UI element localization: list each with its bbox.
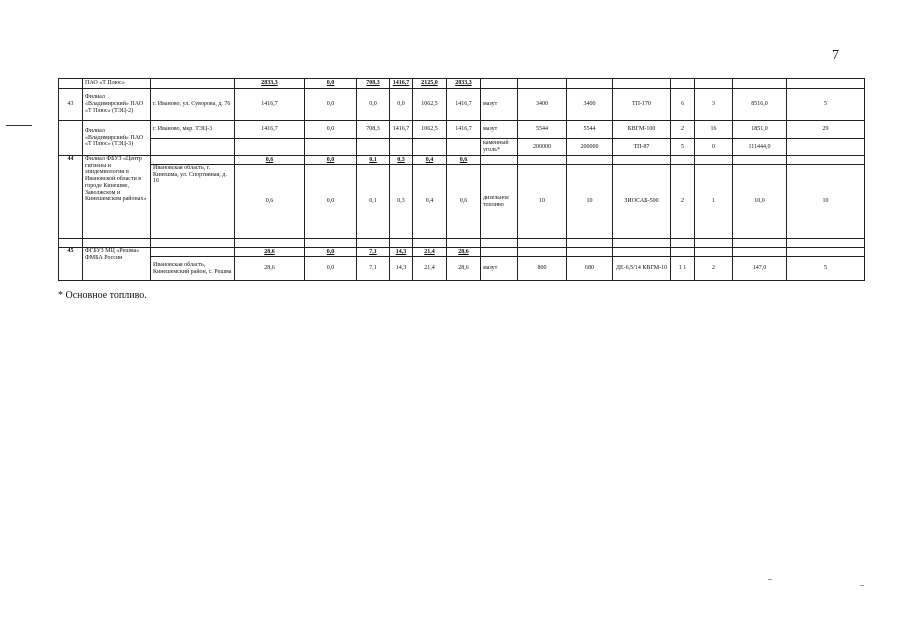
value-cell: 1416,7 xyxy=(390,121,413,139)
empty-cell xyxy=(613,248,671,257)
empty-cell xyxy=(481,239,518,248)
value-cell: 800 xyxy=(518,257,567,281)
address-cell: г. Иваново, мкр. ТЭЦ-3 xyxy=(151,121,235,139)
value-cell: 708,3 xyxy=(357,121,390,139)
scan-speck xyxy=(860,585,864,586)
footnote: * Основное топливо. xyxy=(58,290,147,301)
value-cell: 200000 xyxy=(567,139,613,156)
fuel-type: мазут xyxy=(481,121,518,139)
empty-cell xyxy=(518,79,567,89)
fuel-type: мазут xyxy=(481,89,518,121)
empty-cell xyxy=(567,248,613,257)
value-cell: 2 xyxy=(671,165,695,239)
value-cell: 0,0 xyxy=(305,248,357,257)
value-cell: 3400 xyxy=(518,89,567,121)
value-cell: 6 xyxy=(671,89,695,121)
table-row xyxy=(59,121,865,139)
value-cell: 28,6 xyxy=(447,257,481,281)
value-cell: 2833,3 xyxy=(235,79,305,89)
empty-cell xyxy=(481,248,518,257)
value-cell: 1851,0 xyxy=(733,121,787,139)
empty-cell xyxy=(390,239,413,248)
empty-cell xyxy=(518,156,567,165)
value-cell: 680 xyxy=(567,257,613,281)
value-cell: 0,0 xyxy=(357,89,390,121)
value-cell: 29 xyxy=(787,121,865,139)
empty-cell xyxy=(235,239,305,248)
value-cell: 2 xyxy=(695,257,733,281)
value-cell: 2833,3 xyxy=(447,79,481,89)
empty-cell xyxy=(613,156,671,165)
value-cell: 5 xyxy=(787,257,865,281)
row-number xyxy=(59,121,83,156)
empty-cell xyxy=(83,239,151,248)
value-cell: 14,3 xyxy=(390,257,413,281)
org-name: Филиал «Владимирский» ПАО «Т Плюс» (ТЭЦ-2) xyxy=(83,89,151,121)
table-row xyxy=(59,79,865,89)
empty-cell xyxy=(481,156,518,165)
table-row xyxy=(59,89,865,121)
row-number: 44 xyxy=(59,156,83,239)
value-cell: 0,6 xyxy=(235,156,305,165)
empty-cell xyxy=(305,139,357,156)
row-number: 43 xyxy=(59,89,83,121)
empty-cell xyxy=(695,248,733,257)
value-cell: 111444,0 xyxy=(733,139,787,156)
value-cell: 0,0 xyxy=(305,79,357,89)
value-cell: 0,0 xyxy=(305,156,357,165)
empty-cell xyxy=(447,139,481,156)
value-cell: 147,0 xyxy=(733,257,787,281)
empty-cell xyxy=(447,239,481,248)
value-cell: 0,0 xyxy=(305,165,357,239)
table-row xyxy=(59,248,865,257)
value-cell: 0,0 xyxy=(390,89,413,121)
empty-cell xyxy=(733,156,787,165)
empty-cell xyxy=(733,79,787,89)
address-cell xyxy=(151,79,235,89)
empty-cell xyxy=(518,248,567,257)
value-cell: 1062,5 xyxy=(413,89,447,121)
value-cell: 21,4 xyxy=(413,248,447,257)
empty-cell xyxy=(390,139,413,156)
value-cell: 0,4 xyxy=(413,156,447,165)
empty-cell xyxy=(787,79,865,89)
value-cell: 1416,7 xyxy=(447,121,481,139)
value-cell: 21,4 xyxy=(413,257,447,281)
empty-cell xyxy=(357,239,390,248)
empty-cell xyxy=(695,79,733,89)
org-name: ФГБУЗ МЦ «Решма» ФМБА России xyxy=(83,248,151,281)
page-number: 7 xyxy=(832,48,839,63)
value-cell: 3400 xyxy=(567,89,613,121)
row-number: 45 xyxy=(59,248,83,281)
value-cell: 1416,7 xyxy=(390,79,413,89)
value-cell: 0,3 xyxy=(390,156,413,165)
empty-cell xyxy=(357,139,390,156)
empty-cell xyxy=(671,156,695,165)
fuel-type: дизельное топливо xyxy=(481,165,518,239)
value-cell: 5544 xyxy=(567,121,613,139)
value-cell: 10 xyxy=(787,165,865,239)
empty-cell xyxy=(518,239,567,248)
table-row xyxy=(59,257,865,281)
empty-cell xyxy=(671,79,695,89)
value-cell: 1 xyxy=(695,165,733,239)
value-cell: 0,6 xyxy=(235,165,305,239)
table-row xyxy=(59,239,865,248)
table-row xyxy=(59,139,865,156)
empty-cell xyxy=(567,79,613,89)
table-row xyxy=(59,165,865,239)
value-cell: 14,3 xyxy=(390,248,413,257)
empty-cell xyxy=(671,239,695,248)
value-cell: 0,1 xyxy=(357,165,390,239)
value-cell: 1416,7 xyxy=(235,121,305,139)
boiler-type: ТП-87 xyxy=(613,139,671,156)
value-cell: 16 xyxy=(695,121,733,139)
empty-cell xyxy=(235,139,305,156)
value-cell: 0,3 xyxy=(390,165,413,239)
value-cell: 3 xyxy=(695,89,733,121)
empty-cell xyxy=(481,79,518,89)
value-cell: 0,6 xyxy=(447,156,481,165)
value-cell: 708,3 xyxy=(357,79,390,89)
value-cell: 1416,7 xyxy=(447,89,481,121)
value-cell: 0,0 xyxy=(305,257,357,281)
empty-cell xyxy=(151,239,235,248)
value-cell: 7,1 xyxy=(357,248,390,257)
value-cell: 28,6 xyxy=(235,248,305,257)
value-cell: 10 xyxy=(567,165,613,239)
fuel-type: мазут xyxy=(481,257,518,281)
empty-cell xyxy=(413,239,447,248)
value-cell: 0,4 xyxy=(413,165,447,239)
scan-speck xyxy=(768,579,772,580)
empty-cell xyxy=(613,79,671,89)
empty-cell xyxy=(787,139,865,156)
empty-cell xyxy=(695,156,733,165)
empty-cell xyxy=(413,139,447,156)
value-cell: 1416,7 xyxy=(235,89,305,121)
empty-cell xyxy=(671,248,695,257)
value-cell: 200000 xyxy=(518,139,567,156)
empty-cell xyxy=(567,239,613,248)
value-cell: 1 1 xyxy=(671,257,695,281)
value-cell: 0 xyxy=(695,139,733,156)
org-name: Филиал ФБУЗ «Центр гигиены и эпидемиологии в Ивановской области в городе Кинешме, Заволжском и Кинешемском районах» xyxy=(83,156,151,239)
address-cell: г. Иваново, ул. Суворова, д. 76 xyxy=(151,89,235,121)
value-cell: 0,6 xyxy=(447,165,481,239)
table-row xyxy=(59,156,865,165)
value-cell: 1062,5 xyxy=(413,121,447,139)
empty-cell xyxy=(733,239,787,248)
boiler-type: ДЕ-6,5/14 КВГМ-10 xyxy=(613,257,671,281)
org-name: Филиал «Владимирский» ПАО «Т Плюс» (ТЭЦ-3) xyxy=(83,121,151,156)
empty-cell xyxy=(613,239,671,248)
value-cell: 10 xyxy=(518,165,567,239)
value-cell: 2 xyxy=(671,121,695,139)
org-name: ПАО «Т Плюс» xyxy=(83,79,151,89)
boiler-type: ЗИОСАБ-500 xyxy=(613,165,671,239)
value-cell: 0,1 xyxy=(357,156,390,165)
fuel-type: каменный уголь* xyxy=(481,139,518,156)
address-cell xyxy=(151,139,235,156)
address-cell: Ивановская область, Кинешемский район, с. Решма xyxy=(151,257,235,281)
boiler-type: ТП-170 xyxy=(613,89,671,121)
value-cell: 5544 xyxy=(518,121,567,139)
empty-cell xyxy=(787,239,865,248)
value-cell: 28,6 xyxy=(235,257,305,281)
value-cell: 0,0 xyxy=(305,89,357,121)
empty-cell xyxy=(59,239,83,248)
margin-mark xyxy=(6,125,32,126)
row-number xyxy=(59,79,83,89)
value-cell: 10,0 xyxy=(733,165,787,239)
empty-cell xyxy=(733,248,787,257)
fuel-reserve-table-wrapper xyxy=(58,78,865,281)
address-cell: Ивановская область, г. Кинешма, ул. Спортивная, д. 16 xyxy=(151,165,235,239)
empty-cell xyxy=(567,156,613,165)
value-cell: 7,1 xyxy=(357,257,390,281)
value-cell: 5 xyxy=(671,139,695,156)
address-cell xyxy=(151,248,235,257)
empty-cell xyxy=(695,239,733,248)
value-cell: 8516,0 xyxy=(733,89,787,121)
fuel-reserve-table xyxy=(58,78,865,281)
value-cell: 28,6 xyxy=(447,248,481,257)
empty-cell xyxy=(787,156,865,165)
address-cell xyxy=(151,156,235,165)
value-cell: 5 xyxy=(787,89,865,121)
value-cell: 0,0 xyxy=(305,121,357,139)
empty-cell xyxy=(787,248,865,257)
boiler-type: КВГМ-100 xyxy=(613,121,671,139)
value-cell: 2125,0 xyxy=(413,79,447,89)
empty-cell xyxy=(305,239,357,248)
